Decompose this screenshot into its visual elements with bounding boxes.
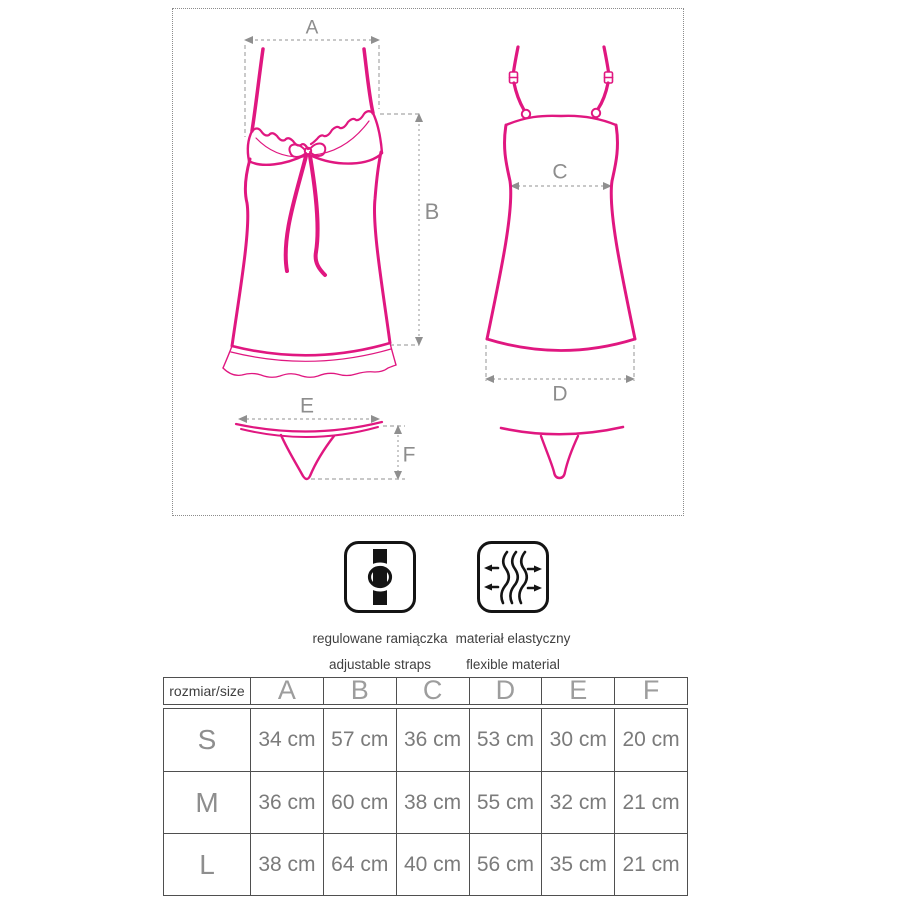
dimension-label-c: C (552, 160, 568, 184)
size-table-body (163, 708, 688, 896)
flexible-material-icon (477, 541, 549, 613)
feature-caption-pl: regulowane ramiączka (312, 631, 448, 646)
header-cell-e: E (541, 678, 614, 704)
dimension-label-d: D (552, 382, 568, 406)
thong-front-drawing (236, 422, 382, 479)
value-cell: 32 cm (541, 771, 614, 833)
feature-caption-en: adjustable straps (328, 656, 432, 672)
dimension-label-e: E (299, 394, 315, 418)
value-cell: 36 cm (396, 709, 469, 771)
size-cell-l: L (164, 833, 250, 895)
feature-caption-en: flexible material (466, 656, 560, 672)
dimension-label-f: F (402, 443, 416, 467)
dimension-label-b: B (424, 199, 440, 224)
value-cell: 38 cm (250, 833, 323, 895)
value-cell: 38 cm (396, 771, 469, 833)
feature-caption-pl: materiał elastyczny (455, 631, 571, 646)
header-cell-c: C (396, 678, 469, 704)
value-cell: 60 cm (323, 771, 396, 833)
size-table-header (163, 677, 688, 705)
value-cell: 34 cm (250, 709, 323, 771)
value-cell: 30 cm (541, 709, 614, 771)
feature-flexible-material (413, 541, 613, 671)
value-cell: 57 cm (323, 709, 396, 771)
header-cell-f: F (614, 678, 687, 704)
chemise-back-drawing (487, 47, 635, 351)
garment-diagram (173, 9, 683, 515)
dimension-f-arrow (311, 425, 405, 480)
value-cell: 53 cm (469, 709, 542, 771)
header-cell-b: B (323, 678, 396, 704)
diagram-box (172, 8, 684, 516)
chemise-front-drawing (223, 49, 396, 377)
value-cell: 36 cm (250, 771, 323, 833)
value-cell: 21 cm (614, 833, 687, 895)
thong-back-drawing (501, 427, 623, 478)
value-cell: 64 cm (323, 833, 396, 895)
value-cell: 35 cm (541, 833, 614, 895)
size-cell-m: M (164, 771, 250, 833)
size-cell-s: S (197, 724, 217, 755)
header-cell-size-label: rozmiar/size (169, 683, 245, 699)
value-cell: 20 cm (614, 709, 687, 771)
value-cell: 40 cm (396, 833, 469, 895)
value-cell: 55 cm (469, 771, 542, 833)
value-cell: 21 cm (614, 771, 687, 833)
header-cell-a: A (250, 678, 323, 704)
value-cell: 56 cm (469, 833, 542, 895)
dimension-label-a: A (305, 17, 319, 39)
header-cell-d: D (469, 678, 542, 704)
adjustable-straps-icon (344, 541, 416, 613)
